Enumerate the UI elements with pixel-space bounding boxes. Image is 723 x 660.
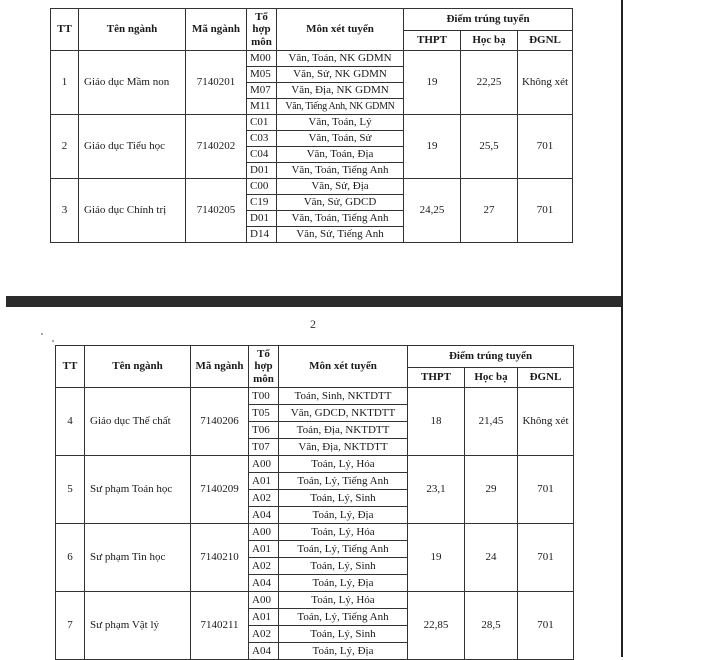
combo-code: D01	[247, 211, 277, 227]
major-name: Giáo dục Mầm non	[79, 51, 186, 115]
header-dgnl: ĐGNL	[518, 31, 573, 51]
admission-table-page-2	[55, 345, 574, 660]
header-dgnl: ĐGNL	[518, 368, 574, 388]
scan-speck	[52, 340, 54, 342]
combo-code: A02	[249, 558, 279, 575]
header-diem: Điểm trúng tuyển	[408, 346, 574, 368]
table-body-page-2	[56, 388, 574, 660]
row-number: 1	[51, 51, 79, 115]
major-name: Sư phạm Toán học	[85, 456, 191, 524]
score-thpt: 22,85	[408, 592, 465, 660]
score-dgnl: Không xét	[518, 51, 573, 115]
header-to-hop: Tổ hợp môn	[247, 9, 277, 51]
combo-code: A01	[249, 541, 279, 558]
header-tt: TT	[56, 346, 85, 388]
table-row	[56, 388, 574, 405]
score-thpt: 18	[408, 388, 465, 456]
header-mon-xet: Môn xét tuyển	[277, 9, 404, 51]
score-hoc-ba: 29	[465, 456, 518, 524]
header-diem: Điểm trúng tuyển	[404, 9, 573, 31]
combo-subjects: Toán, Lý, Sinh	[279, 558, 408, 575]
combo-subjects: Toán, Lý, Địa	[279, 643, 408, 660]
combo-code: M11	[247, 99, 277, 115]
combo-code: C03	[247, 131, 277, 147]
header-ma-nganh: Mã ngành	[191, 346, 249, 388]
major-name: Sư phạm Tin học	[85, 524, 191, 592]
score-dgnl: 701	[518, 115, 573, 179]
combo-code: M05	[247, 67, 277, 83]
row-number: 5	[56, 456, 85, 524]
row-number: 2	[51, 115, 79, 179]
combo-code: M07	[247, 83, 277, 99]
table-body-page-1	[51, 51, 573, 243]
page-separator	[6, 296, 623, 307]
combo-subjects: Văn, Toán, Tiếng Anh	[277, 163, 404, 179]
combo-subjects: Văn, GDCD, NKTDTT	[279, 405, 408, 422]
table-row	[56, 524, 574, 541]
major-code: 7140202	[186, 115, 247, 179]
document-page-2	[0, 307, 621, 657]
score-dgnl: 701	[518, 592, 574, 660]
combo-code: T05	[249, 405, 279, 422]
combo-code: T07	[249, 439, 279, 456]
row-number: 6	[56, 524, 85, 592]
combo-subjects: Văn, Toán, Sử	[277, 131, 404, 147]
combo-subjects: Văn, Sử, NK GDMN	[277, 67, 404, 83]
combo-subjects: Văn, Sử, GDCD	[277, 195, 404, 211]
major-code: 7140201	[186, 51, 247, 115]
page-number: 2	[310, 317, 316, 331]
header-hoc-ba: Học bạ	[461, 31, 518, 51]
header-ma-nganh: Mã ngành	[186, 9, 247, 51]
combo-subjects: Văn, Toán, NK GDMN	[277, 51, 404, 67]
combo-code: A00	[249, 524, 279, 541]
score-thpt: 23,1	[408, 456, 465, 524]
row-number: 7	[56, 592, 85, 660]
score-dgnl: 701	[518, 179, 573, 243]
major-code: 7140205	[186, 179, 247, 243]
score-thpt: 19	[404, 115, 461, 179]
combo-subjects: Văn, Tiếng Anh, NK GDMN	[277, 99, 404, 115]
combo-code: A00	[249, 592, 279, 609]
header-tt: TT	[51, 9, 79, 51]
combo-code: D14	[247, 227, 277, 243]
combo-subjects: Toán, Lý, Hóa	[279, 524, 408, 541]
header-mon-xet: Môn xét tuyển	[279, 346, 408, 388]
score-hoc-ba: 28,5	[465, 592, 518, 660]
row-number: 4	[56, 388, 85, 456]
combo-subjects: Văn, Sử, Tiếng Anh	[277, 227, 404, 243]
combo-code: A04	[249, 575, 279, 592]
table-row	[51, 115, 573, 131]
combo-code: C19	[247, 195, 277, 211]
combo-subjects: Toán, Lý, Tiếng Anh	[279, 473, 408, 490]
combo-code: A01	[249, 473, 279, 490]
score-dgnl: 701	[518, 524, 574, 592]
score-dgnl: Không xét	[518, 388, 574, 456]
header-thpt: THPT	[408, 368, 465, 388]
header-ten-nganh: Tên ngành	[85, 346, 191, 388]
combo-code: A02	[249, 626, 279, 643]
combo-subjects: Văn, Địa, NKTDTT	[279, 439, 408, 456]
combo-subjects: Toán, Địa, NKTDTT	[279, 422, 408, 439]
combo-subjects: Toán, Lý, Tiếng Anh	[279, 541, 408, 558]
combo-code: C00	[247, 179, 277, 195]
major-name: Giáo dục Chính trị	[79, 179, 186, 243]
document-page-1	[0, 0, 621, 296]
major-code: 7140211	[191, 592, 249, 660]
combo-code: C01	[247, 115, 277, 131]
table-row	[51, 179, 573, 195]
combo-subjects: Toán, Lý, Địa	[279, 507, 408, 524]
combo-subjects: Toán, Lý, Tiếng Anh	[279, 609, 408, 626]
score-hoc-ba: 25,5	[461, 115, 518, 179]
combo-code: A04	[249, 507, 279, 524]
combo-code: A02	[249, 490, 279, 507]
combo-subjects: Toán, Lý, Hóa	[279, 456, 408, 473]
combo-subjects: Văn, Toán, Lý	[277, 115, 404, 131]
header-hoc-ba: Học bạ	[465, 368, 518, 388]
score-thpt: 24,25	[404, 179, 461, 243]
scan-speck	[41, 333, 43, 335]
header-to-hop: Tổ hợp môn	[249, 346, 279, 388]
score-dgnl: 701	[518, 456, 574, 524]
combo-subjects: Văn, Toán, Tiếng Anh	[277, 211, 404, 227]
combo-code: A01	[249, 609, 279, 626]
major-code: 7140210	[191, 524, 249, 592]
combo-code: C04	[247, 147, 277, 163]
combo-subjects: Toán, Lý, Địa	[279, 575, 408, 592]
major-code: 7140206	[191, 388, 249, 456]
admission-table-page-1	[50, 8, 573, 243]
combo-subjects: Toán, Lý, Sinh	[279, 626, 408, 643]
score-thpt: 19	[408, 524, 465, 592]
combo-subjects: Văn, Toán, Địa	[277, 147, 404, 163]
table-row	[51, 51, 573, 67]
combo-code: D01	[247, 163, 277, 179]
combo-code: M00	[247, 51, 277, 67]
combo-code: A04	[249, 643, 279, 660]
score-thpt: 19	[404, 51, 461, 115]
major-name: Giáo dục Thể chất	[85, 388, 191, 456]
major-name: Sư phạm Vật lý	[85, 592, 191, 660]
header-thpt: THPT	[404, 31, 461, 51]
frame-edge	[621, 0, 623, 657]
major-code: 7140209	[191, 456, 249, 524]
table-row	[56, 456, 574, 473]
combo-code: A00	[249, 456, 279, 473]
score-hoc-ba: 24	[465, 524, 518, 592]
combo-subjects: Toán, Lý, Hóa	[279, 592, 408, 609]
header-ten-nganh: Tên ngành	[79, 9, 186, 51]
score-hoc-ba: 22,25	[461, 51, 518, 115]
combo-subjects: Văn, Sử, Địa	[277, 179, 404, 195]
score-hoc-ba: 21,45	[465, 388, 518, 456]
table-row	[56, 592, 574, 609]
row-number: 3	[51, 179, 79, 243]
major-name: Giáo dục Tiểu học	[79, 115, 186, 179]
combo-code: T06	[249, 422, 279, 439]
combo-subjects: Toán, Sinh, NKTDTT	[279, 388, 408, 405]
combo-code: T00	[249, 388, 279, 405]
score-hoc-ba: 27	[461, 179, 518, 243]
combo-subjects: Văn, Địa, NK GDMN	[277, 83, 404, 99]
combo-subjects: Toán, Lý, Sinh	[279, 490, 408, 507]
